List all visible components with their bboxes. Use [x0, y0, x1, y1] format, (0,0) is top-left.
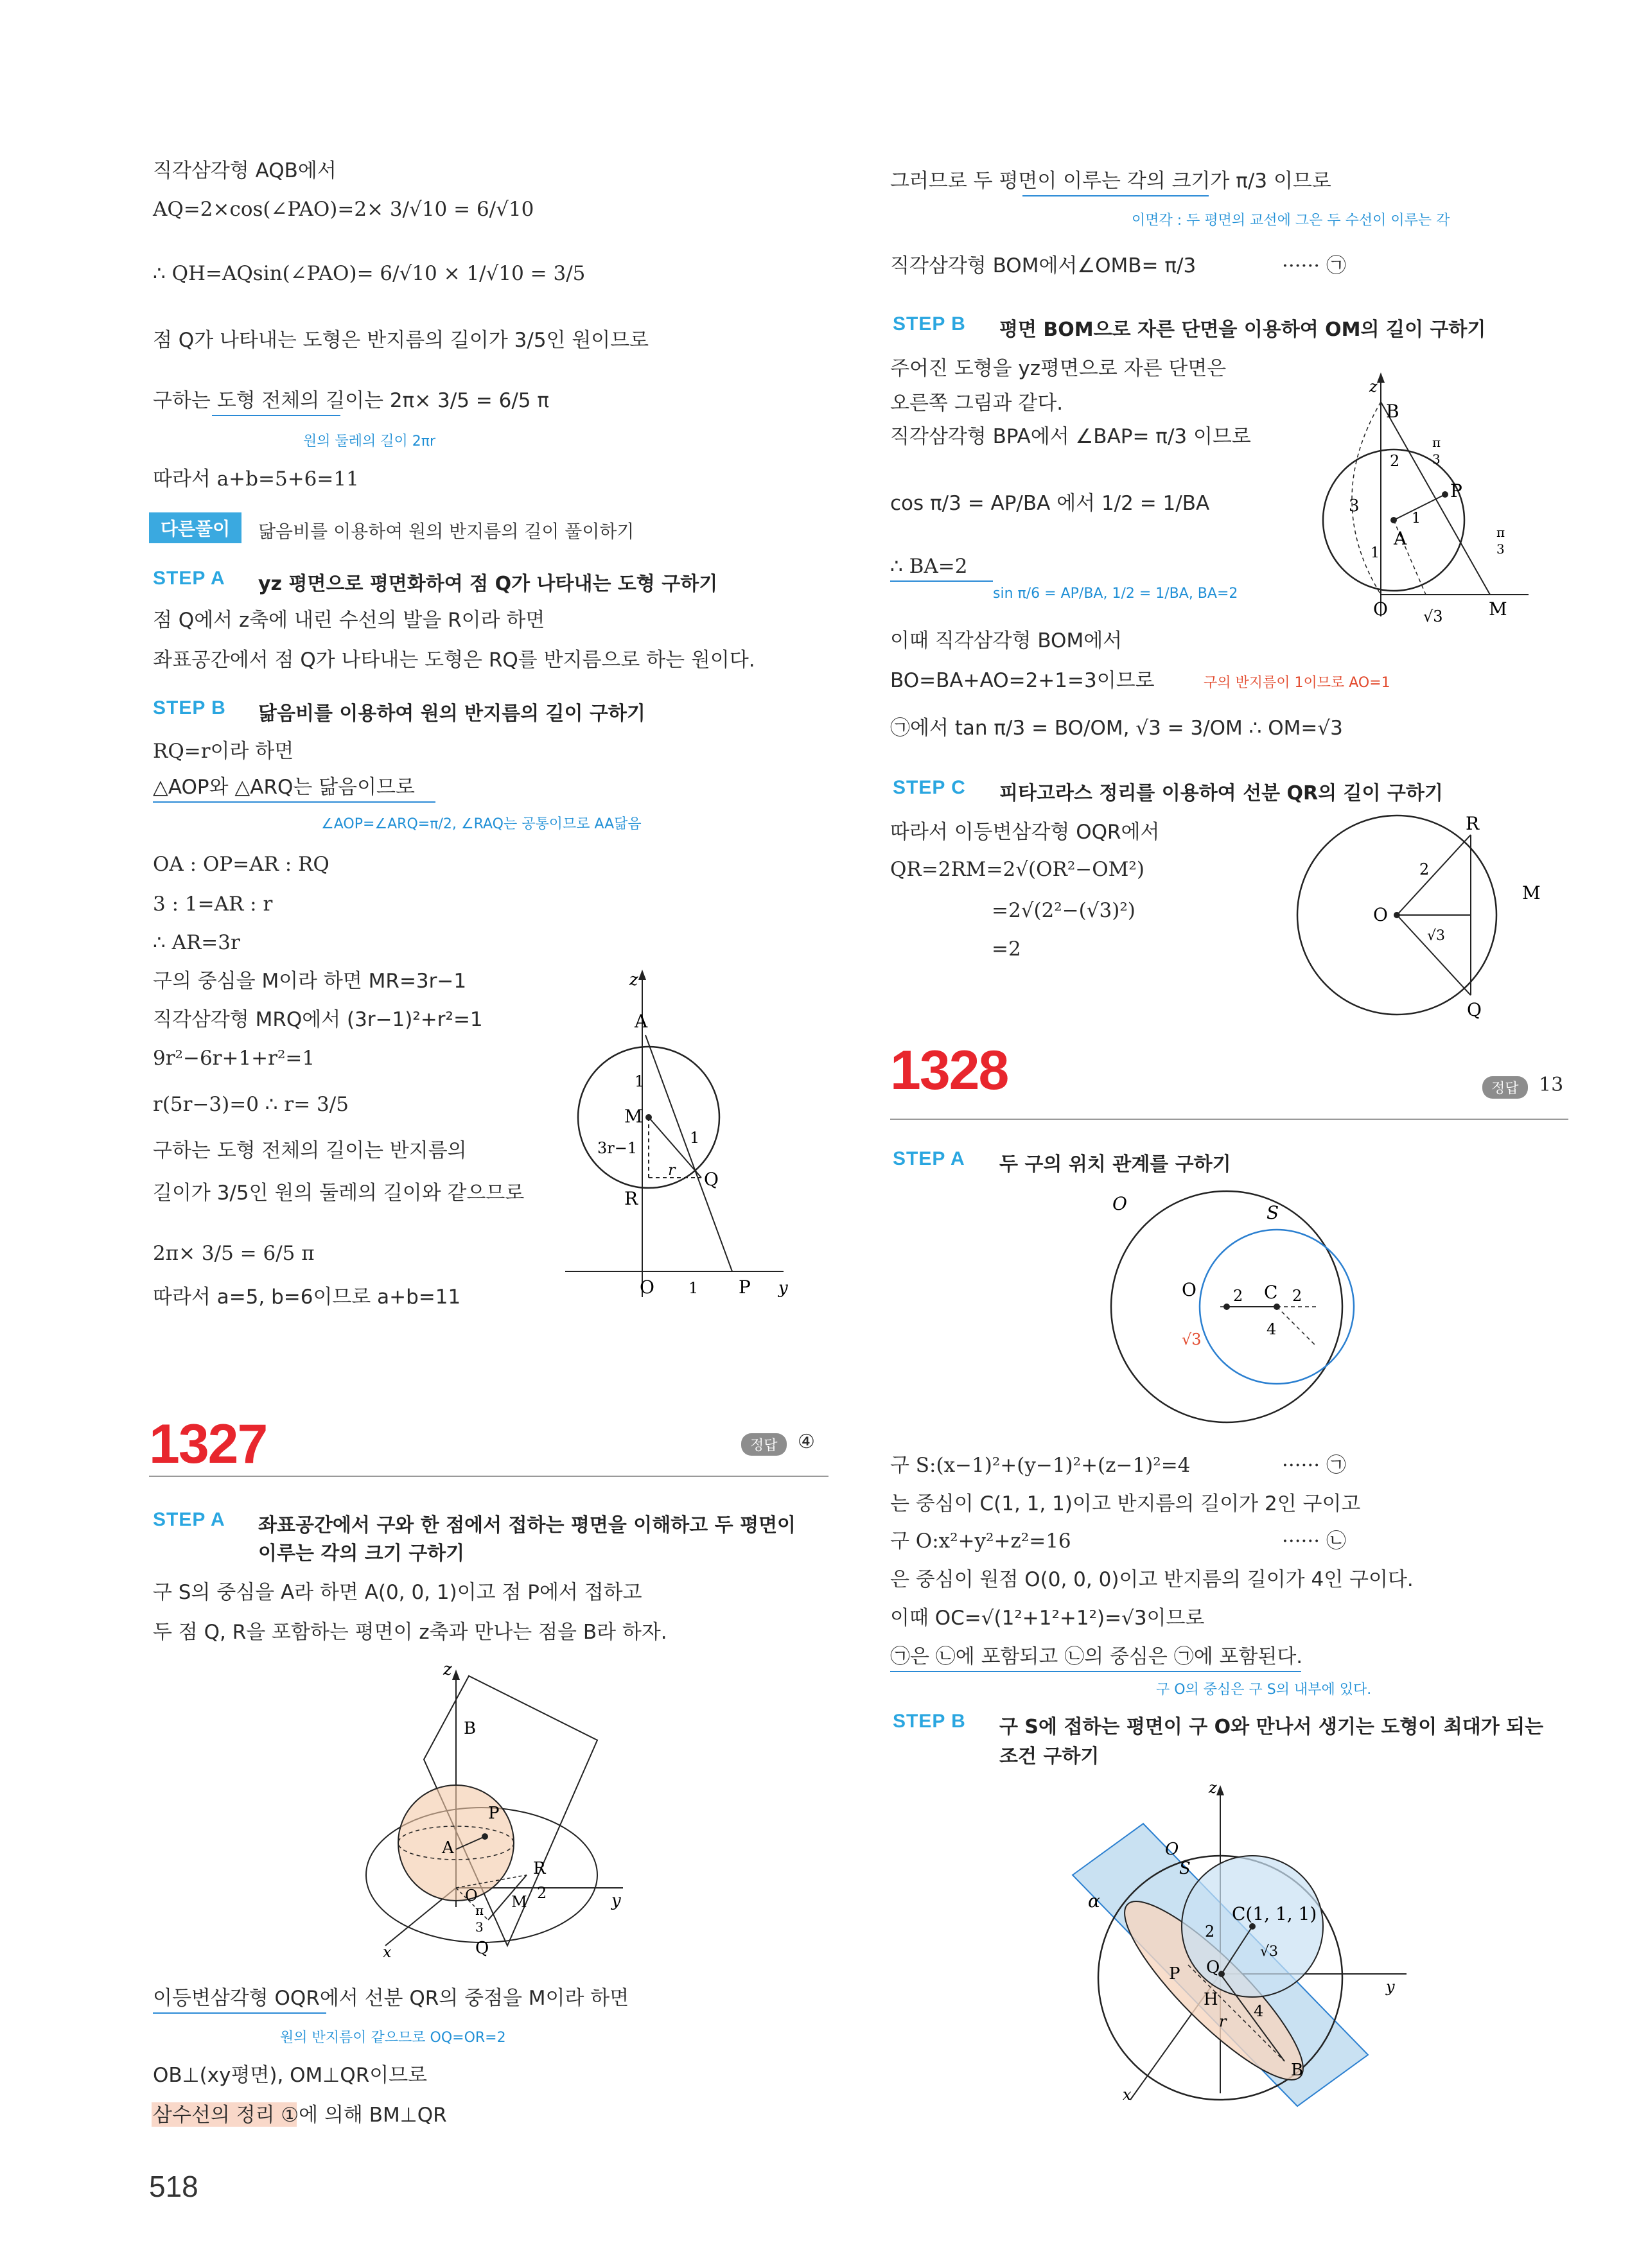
label-R: R — [1466, 813, 1480, 834]
label-O: O — [1165, 1840, 1179, 1859]
text-line: 점 Q가 나타내는 도형은 반지름의 길이가 3/5인 원이므로 — [153, 329, 649, 352]
label-P: P — [739, 1277, 751, 1298]
label-O: O — [1182, 1279, 1197, 1300]
label-O: O — [1373, 904, 1388, 925]
text-line: 그러므로 두 평면이 이루는 각의 크기가 π/3 이므로 — [890, 170, 1331, 193]
step-title: 이루는 각의 크기 구하기 — [258, 1542, 465, 1565]
label-C: C — [1264, 1282, 1278, 1303]
annotation: ∠AOP=∠ARQ=π/2, ∠RAQ는 공통이므로 AA닮음 — [321, 816, 642, 832]
page-number: 518 — [149, 2170, 198, 2203]
label-x: x — [1123, 2086, 1132, 2104]
label-2: 2 — [1292, 1287, 1302, 1305]
text-line: 구 S의 중심을 A라 하면 A(0, 0, 1)이고 점 P에서 접하고 — [153, 1581, 642, 1604]
annotation: 구 O의 중심은 구 S의 내부에 있다. — [1156, 1682, 1372, 1698]
alt-solution-title: 닮음비를 이용하여 원의 반지름의 길이 풀이하기 — [258, 521, 635, 542]
label-3: 3 — [1496, 541, 1505, 557]
text-line: 직각삼각형 MRQ에서 (3r−1)²+r²=1 — [153, 1008, 483, 1031]
label-pi: π — [1432, 435, 1441, 450]
label-3: 3 — [1432, 451, 1441, 467]
underline — [890, 1671, 1301, 1672]
figure-bpa-section — [1310, 360, 1548, 629]
divider — [890, 1119, 1568, 1120]
label-pi: π — [1496, 525, 1505, 540]
label-r: r — [668, 1161, 676, 1179]
label-R: R — [624, 1188, 638, 1209]
label-P: P — [488, 1804, 500, 1823]
equation-tag: ······ ㉠ — [1282, 254, 1346, 277]
label-C: C(1, 1, 1) — [1232, 1903, 1317, 1924]
figure-oqr-triangle — [1284, 809, 1554, 1021]
label-B: B — [1386, 401, 1399, 422]
problem-number: 1328 — [890, 1040, 1008, 1101]
label-sqrt3: √3 — [1260, 1944, 1279, 1960]
text-line: 이등변삼각형 OQR에서 선분 QR의 중점을 M이라 하면 — [153, 1987, 629, 2010]
equation: 9r²−6r+1+r²=1 — [153, 1047, 315, 1070]
underline — [153, 2012, 326, 2014]
equation-tag: ······ ㉠ — [1282, 1454, 1346, 1477]
text-line: 직각삼각형 BPA에서 ∠BAP= π/3 이므로 — [890, 425, 1251, 448]
label-M: M — [1489, 598, 1507, 620]
figure-sphere-plane — [360, 1660, 642, 1961]
label-Q: Q — [1206, 1958, 1220, 1977]
label-2: 2 — [1419, 860, 1430, 878]
label-S: S — [1267, 1202, 1279, 1223]
equation: AQ=2×cos(∠PAO)=2× 3/√10 = 6/√10 — [153, 198, 534, 221]
label-sqrt3: √3 — [1423, 607, 1443, 625]
annotation: 원의 반지름이 같으므로 OQ=OR=2 — [280, 2030, 506, 2046]
label-z: z — [1369, 378, 1378, 396]
step-title: 닮음비를 이용하여 원의 반지름의 길이 구하기 — [258, 702, 645, 725]
underline — [153, 801, 435, 803]
label-y: y — [611, 1891, 621, 1910]
label-4: 4 — [1254, 2002, 1264, 2020]
text-line: 점 Q에서 z축에 내린 수선의 발을 R이라 하면 — [153, 609, 545, 632]
label-alpha: α — [1088, 1890, 1100, 1912]
label-P: P — [1450, 480, 1462, 502]
step-title: 조건 구하기 — [999, 1745, 1100, 1768]
step-title: yz 평면으로 평면화하여 점 Q가 나타내는 도형 구하기 — [258, 573, 718, 595]
divider — [149, 1476, 828, 1477]
label-M: M — [1522, 882, 1541, 903]
equation: QR=2RM=2√(OR²−OM²) — [890, 858, 1144, 881]
label-y: y — [778, 1278, 788, 1298]
annotation: 이면각 : 두 평면의 교선에 그은 두 수선이 이루는 각 — [1132, 213, 1450, 229]
text-line: 는 중심이 C(1, 1, 1)이고 반지름의 길이가 2인 구이고 — [890, 1492, 1361, 1515]
annotation: 구의 반지름이 1이므로 AO=1 — [1204, 675, 1390, 691]
label-Q: Q — [475, 1939, 489, 1958]
equation: 구 S:(x−1)²+(y−1)²+(z−1)²=4 — [890, 1454, 1191, 1477]
text-line: △AOP와 △ARQ는 닮음이므로 — [153, 776, 415, 799]
label-2: 2 — [1390, 452, 1400, 470]
step-title: 좌표공간에서 구와 한 점에서 접하는 평면을 이해하고 두 평면이 — [258, 1514, 796, 1537]
figure-tangent-plane — [1047, 1779, 1394, 2106]
step-label: STEP B — [893, 1711, 966, 1732]
figure-cross-section — [552, 963, 809, 1304]
equation: 2π× 3/5 = 6/5 π — [153, 1242, 315, 1265]
label-R: R — [533, 1859, 546, 1878]
step-label: STEP A — [153, 568, 225, 589]
label-O: O — [640, 1277, 654, 1298]
label-A: A — [1394, 528, 1407, 549]
text-line: OB⊥(xy평면), OM⊥QR이므로 — [153, 2064, 428, 2087]
text-line: 따라서 a+b=5+6=11 — [153, 467, 359, 491]
equation: cos π/3 = AP/BA 에서 1/2 = 1/BA — [890, 492, 1210, 515]
figure-two-spheres — [1098, 1182, 1368, 1432]
label-1: 1 — [635, 1072, 645, 1090]
step-title: 두 구의 위치 관계를 구하기 — [999, 1153, 1231, 1176]
text-line: 따라서 a=5, b=6이므로 a+b=11 — [153, 1286, 461, 1309]
label-3: 3 — [475, 1919, 484, 1935]
text-line: 주어진 도형을 yz평면으로 자른 단면은 — [890, 357, 1227, 380]
underline — [1022, 195, 1209, 196]
label-Q: Q — [704, 1169, 719, 1190]
text-line: RQ=r이라 하면 — [153, 740, 294, 763]
label-r: r — [1219, 2012, 1227, 2030]
label-2: 2 — [1233, 1287, 1243, 1305]
step-title: 평면 BOM으로 자른 단면을 이용하여 OM의 길이 구하기 — [999, 318, 1486, 341]
text-line: 좌표공간에서 점 Q가 나타내는 도형은 RQ를 반지름으로 하는 원이다. — [153, 649, 755, 672]
label-sqrt3: √3 — [1427, 928, 1446, 944]
text-line: 직각삼각형 AQB에서 — [153, 159, 337, 182]
label-H: H — [1204, 1990, 1218, 2009]
label-1: 1 — [1371, 545, 1380, 561]
problem-number: 1327 — [149, 1413, 267, 1475]
label-z: z — [629, 970, 638, 990]
text-line: 은 중심이 원점 O(0, 0, 0)이고 반지름의 길이가 4인 구이다. — [890, 1568, 1414, 1591]
label-y: y — [1386, 1978, 1395, 1996]
equation: ㉠에서 tan π/3 = BO/OM, √3 = 3/OM ∴ OM=√3 — [890, 717, 1343, 740]
label-4: 4 — [1267, 1320, 1277, 1338]
label-1: 1 — [690, 1129, 700, 1147]
text-line: 오른쪽 그림과 같다. — [890, 392, 1064, 415]
label-O: O — [465, 1887, 478, 1905]
text-line: BO=BA+AO=2+1=3이므로 — [890, 669, 1155, 692]
label-B: B — [1291, 2061, 1304, 2080]
equation: ∴ QH=AQsin(∠PAO)= 6/√10 × 1/√10 = 3/5 — [153, 262, 586, 285]
alt-solution-badge: 다른풀이 — [149, 512, 241, 543]
label-P: P — [1169, 1964, 1180, 1984]
label-z: z — [443, 1660, 452, 1679]
text-line: 이때 OC=√(1²+1²+1²)=√3이므로 — [890, 1607, 1205, 1630]
equation: r(5r−3)=0 ∴ r= 3/5 — [153, 1093, 349, 1116]
label-x: x — [383, 1943, 392, 1961]
label-1: 1 — [688, 1279, 699, 1297]
label-O-big: O — [1112, 1193, 1127, 1214]
equation: 구 O:x²+y²+z²=16 — [890, 1530, 1071, 1553]
text-line: 이때 직각삼각형 BOM에서 — [890, 629, 1123, 652]
label-z: z — [1209, 1779, 1217, 1797]
answer-badge: 정답 — [1482, 1076, 1528, 1099]
step-label: STEP A — [893, 1148, 965, 1169]
step-label: STEP C — [893, 777, 966, 798]
label-S: S — [1179, 1859, 1191, 1878]
label-3: 3 — [1349, 496, 1360, 516]
label-M: M — [624, 1106, 643, 1127]
equation: ∴ BA=2 — [890, 555, 968, 578]
label-M: M — [511, 1893, 527, 1911]
label-2: 2 — [537, 1884, 547, 1902]
text-line: 직각삼각형 BOM에서∠OMB= π/3 — [890, 254, 1197, 277]
label-3r-1: 3r−1 — [597, 1139, 638, 1157]
text-line: 구하는 도형 전체의 길이는 2π× 3/5 = 6/5 π — [153, 389, 550, 412]
step-title: 구 S에 접하는 평면이 구 O와 만나서 생기는 도형이 최대가 되는 — [999, 1716, 1544, 1738]
step-title: 피타고라스 정리를 이용하여 선분 QR의 길이 구하기 — [999, 782, 1443, 805]
label-B: B — [464, 1719, 477, 1738]
label-A: A — [635, 1011, 648, 1032]
step-label: STEP B — [893, 313, 966, 335]
equation: =2√(2²−(√3)²) — [992, 899, 1135, 922]
annotation: 원의 둘레의 길이 2πr — [303, 433, 436, 449]
equation: ∴ AR=3r — [153, 931, 240, 954]
text-line: ㉠은 ㉡에 포함되고 ㉡의 중심은 ㉠에 포함된다. — [890, 1645, 1303, 1668]
label-A: A — [442, 1838, 454, 1858]
answer-value: 13 — [1539, 1074, 1564, 1096]
label-sqrt3: √3 — [1182, 1330, 1202, 1348]
label-1: 1 — [1412, 510, 1421, 527]
equation: 3 : 1=AR : r — [153, 893, 273, 916]
label-O: O — [1373, 598, 1388, 620]
answer-badge: 정답 — [741, 1433, 787, 1456]
underline — [212, 415, 340, 416]
step-label: STEP A — [153, 1509, 225, 1530]
label-pi: π — [475, 1903, 484, 1918]
text-line: 따라서 이등변삼각형 OQR에서 — [890, 821, 1160, 844]
equation: =2 — [992, 938, 1021, 961]
step-label: STEP B — [153, 697, 226, 719]
label-Q: Q — [1467, 999, 1482, 1020]
underline — [890, 580, 993, 582]
text-line: 구하는 도형 전체의 길이는 반지름의 — [153, 1139, 467, 1162]
label-2: 2 — [1205, 1923, 1215, 1941]
text-line: 구의 중심을 M이라 하면 MR=3r−1 — [153, 970, 467, 993]
equation: OA : OP=AR : RQ — [153, 853, 329, 876]
annotation: sin π/6 = AP/BA, 1/2 = 1/BA, BA=2 — [993, 586, 1238, 602]
text-line: 삼수선의 정리 ①에 의해 BM⊥QR — [153, 2104, 447, 2127]
answer-value: ④ — [798, 1431, 815, 1453]
text-line: 두 점 Q, R을 포함하는 평면이 z축과 만나는 점을 B라 하자. — [153, 1621, 667, 1644]
equation-tag: ······ ㉡ — [1282, 1530, 1346, 1553]
text-line: 길이가 3/5인 원의 둘레의 길이와 같으므로 — [153, 1182, 525, 1205]
